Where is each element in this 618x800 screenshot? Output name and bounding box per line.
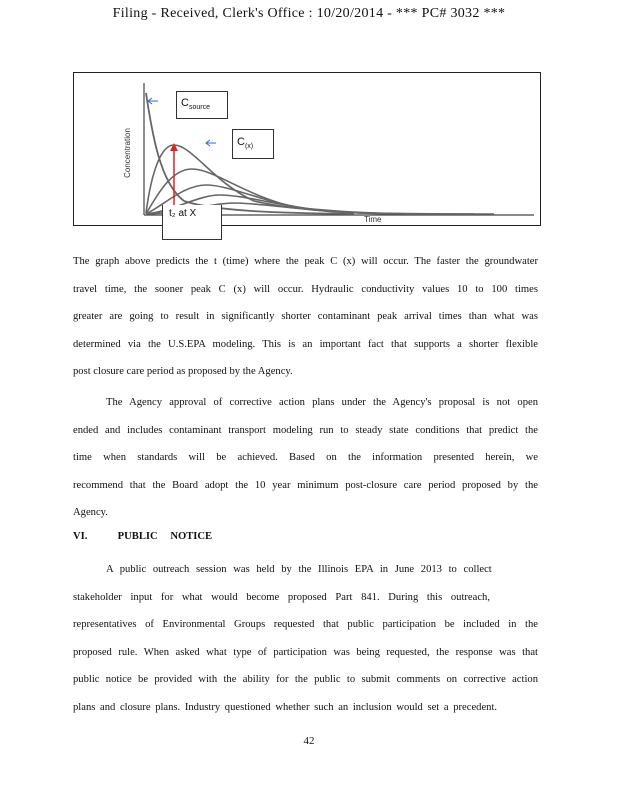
- section-number: VI.: [73, 531, 88, 542]
- paragraph-public-notice: [73, 556, 538, 721]
- section-heading: [73, 531, 212, 542]
- text-line: representatives of Environmental Groups requested that public participation be included in the: [73, 619, 538, 630]
- text-line: stakeholder input for what would become proposed Part 841. During this outreach,: [73, 591, 490, 603]
- concentration-time-figure: [73, 72, 541, 226]
- text-line: plans and closure plans. Industry questioned whether such an inclusion would set a precedent.: [73, 701, 498, 713]
- text-line: time when standards will be achieved. Based on the information presented herein, we: [73, 452, 538, 463]
- text-line: post closure care period as proposed by the Agency.: [73, 366, 293, 377]
- text-line: determined via the U.S.EPA modeling. This is an important fact that supports a shorter flexible: [73, 338, 538, 350]
- text-line: A public outreach session was held by the Illinois EPA in June 2013 to collect: [106, 564, 492, 575]
- text-line: ended and includes contaminant transport modeling run to steady state conditions that predict the: [73, 424, 538, 436]
- source-label: $C_{source}$: [176, 91, 228, 119]
- concentration-curves: [74, 73, 542, 227]
- t-at-x-label: t₂ at X: [162, 205, 222, 240]
- page-number: 42: [303, 735, 315, 747]
- paragraph-graph-explanation: [73, 248, 538, 386]
- text-line: greater are going to result in significantly shorter contaminant peak arrival times than what was: [73, 311, 538, 322]
- y-axis-label: Concentration: [123, 128, 132, 178]
- section-title-word: NOTICE: [170, 531, 213, 542]
- section-title-word: PUBLIC: [117, 531, 158, 542]
- text-line: recommend that the Board adopt the 10 year minimum post-closure care period proposed by the: [73, 479, 538, 491]
- peak-marker-arrowhead: [170, 143, 178, 151]
- text-line: public notice be provided with the ability for the public to submit comments on corrective action: [73, 674, 538, 685]
- x-axis-label: Time: [364, 215, 382, 224]
- text-line: The graph above predicts the t (time) where the peak C (x) will occur. The faster the groundwater: [73, 256, 538, 267]
- text-line: travel time, the sooner peak C (x) will occur. Hydraulic conductivity values 10 to 100 times: [73, 283, 538, 295]
- filing-header: Filing - Received, Clerk's Office : 10/20/2014 - *** PC# 3032 ***: [112, 6, 506, 21]
- text-line: proposed rule. When asked what type of participation was being requested, the response was that: [73, 646, 538, 658]
- cx-label: $C_{(x)}$: [232, 129, 274, 159]
- paragraph-agency-approval: [73, 389, 538, 527]
- text-line: The Agency approval of corrective action plans under the Agency's proposal is not open: [106, 397, 538, 408]
- text-line: Agency.: [73, 507, 108, 518]
